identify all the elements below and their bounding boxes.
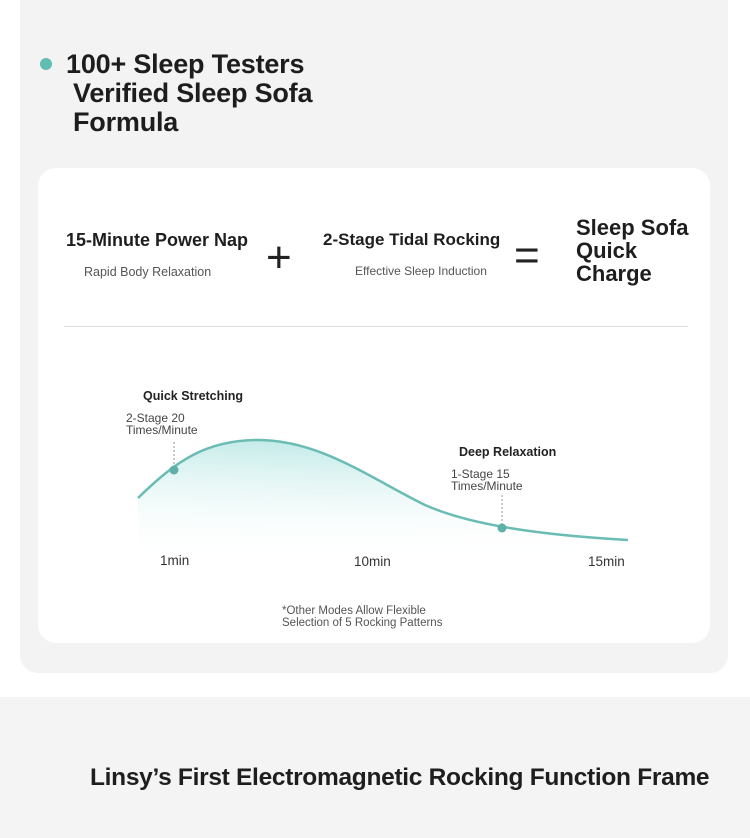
title-line-2: Verified Sleep Sofa [73,78,313,108]
annotation-detail-1b: Times/Minute [126,423,198,437]
title-line-1: 100+ Sleep Testers [66,49,305,79]
annotation-title-2: Deep Relaxation [459,445,557,459]
x-tick-1min: 1min [160,553,190,568]
term-title: 15-Minute Power Nap [66,230,249,250]
x-tick-10min: 10min [354,554,391,569]
title-line-3: Formula [73,107,179,137]
footnote-line-2: Selection of 5 Rocking Patterns [282,616,443,629]
equals-icon: = [514,231,540,280]
term-subtitle: Rapid Body Relaxation [84,265,212,279]
x-tick-15min: 15min [588,554,625,569]
footnote-line-1: *Other Modes Allow Flexible [282,605,426,617]
term-subtitle: Effective Sleep Induction [355,264,487,278]
marker-point-2 [498,524,507,533]
annotation-detail-2b: Times/Minute [451,479,523,493]
result-line-2: Quick [576,238,638,263]
term-title: 2-Stage Tidal Rocking [323,230,501,249]
marker-point-1 [170,466,179,475]
footnote [282,606,442,629]
annotation-title-1: Quick Stretching [143,389,244,403]
annotation-detail-2a: 1-Stage 15 [451,467,510,481]
annotation-detail-1a: 2-Stage 20 [126,411,185,425]
bottom-title: Linsy’s First Electromagnetic Rocking Function Frame [90,764,710,791]
result-line-3: Charge [576,261,652,286]
result-line-1: Sleep Sofa [576,215,689,240]
plus-icon: + [266,233,292,282]
